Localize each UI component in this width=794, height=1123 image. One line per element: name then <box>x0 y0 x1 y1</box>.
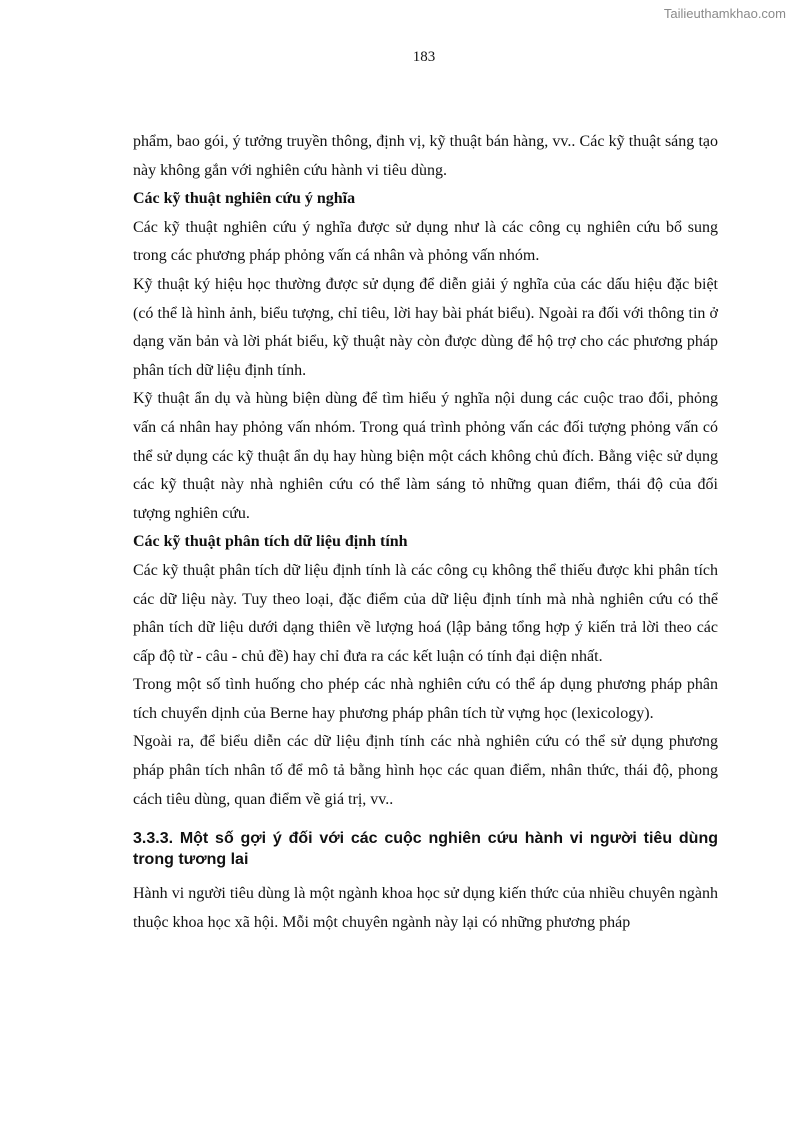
paragraph-factor-analysis: Ngoài ra, để biểu diễn các dữ liệu định tính các nhà nghiên cứu có thể sử dụng phương pháp phân tích nhân tố để mô tả bằng hình học các quan điểm, nhân thức, thái độ, phong cách tiêu dùng, quan điểm về giá trị, vv.. <box>133 733 718 808</box>
section-heading-3-3-3: 3.3.3. Một số gợi ý đối với các cuộc nghiên cứu hành vi người tiêu dùng trong tương lai <box>133 830 718 869</box>
paragraph-consumer-behavior: Hành vi người tiêu dùng là một ngành khoa học sử dụng kiến thức của nhiều chuyên ngành thuộc khoa học xã hội. Mỗi một chuyên ngành này lại có những phương pháp <box>133 885 718 931</box>
document-body <box>133 128 718 937</box>
heading-qualitative-analysis: Các kỹ thuật phân tích dữ liệu định tính <box>133 533 408 551</box>
paragraph-semiotics: Kỹ thuật ký hiệu học thường được sử dụng để diễn giải ý nghĩa của các dấu hiệu đặc biệt (có thể là hình ảnh, biểu tượng, chỉ tiêu, lời hay bài phát biểu). Ngoài ra đối với thông tin ở dạng văn bản và lời phát biểu, kỹ thuật này còn được dùng để hộ trợ cho các phương pháp phân tích dữ liệu định tính. <box>133 275 718 379</box>
watermark-text: Tailieuthamkhao.com <box>663 6 786 21</box>
page-number: 183 <box>412 49 436 65</box>
heading-meaning-techniques: Các kỹ thuật nghiên cứu ý nghĩa <box>133 190 356 208</box>
paragraph-meaning-techniques-intro: Các kỹ thuật nghiên cứu ý nghĩa được sử dụng như là các công cụ nghiên cứu bổ sung trong các phương pháp phỏng vấn cá nhân và phỏng vấn nhóm. <box>133 218 718 265</box>
paragraph-berne-lexicology: Trong một số tình huống cho phép các nhà nghiên cứu có thể áp dụng phương pháp phân tích chuyển dịnh của Berne hay phương pháp phân tích từ vựng học (lexicology). <box>133 676 718 722</box>
paragraph-continuation: phẩm, bao gói, ý tưởng truyền thông, định vị, kỹ thuật bán hàng, vv.. Các kỹ thuật sáng tạo này không gắn với nghiên cứu hành vi tiêu dùng. <box>133 133 718 179</box>
paragraph-metaphor-rhetoric: Kỹ thuật ẩn dụ và hùng biện dùng để tìm hiểu ý nghĩa nội dung các cuộc trao đổi, phỏng vấn cá nhân hay phỏng vấn nhóm. Trong quá trình phỏng vấn các đối tượng phỏng vấn có thể sử dụng các kỹ thuật ẩn dụ hay hùng biện một cách không chủ đích. Bằng việc sử dụng các kỹ thuật này nhà nghiên cứu có thể làm sáng tỏ những quan điểm, thái độ của đối tượng nghiên cứu. <box>133 390 718 522</box>
paragraph-qualitative-analysis: Các kỹ thuật phân tích dữ liệu định tính là các công cụ không thể thiếu được khi phân tích các dữ liệu này. Tuy theo loại, đặc điểm của dữ liệu định tính mà nhà nghiên cứu có thể phân tích dữ liệu dưới dạng thiên về lượng hoá (lập bảng tổng hợp ý kiến trả lời theo các cấp độ từ - câu - chủ đề) hay chỉ đưa ra các kết luận có tính đại diện nhất. <box>133 561 718 665</box>
